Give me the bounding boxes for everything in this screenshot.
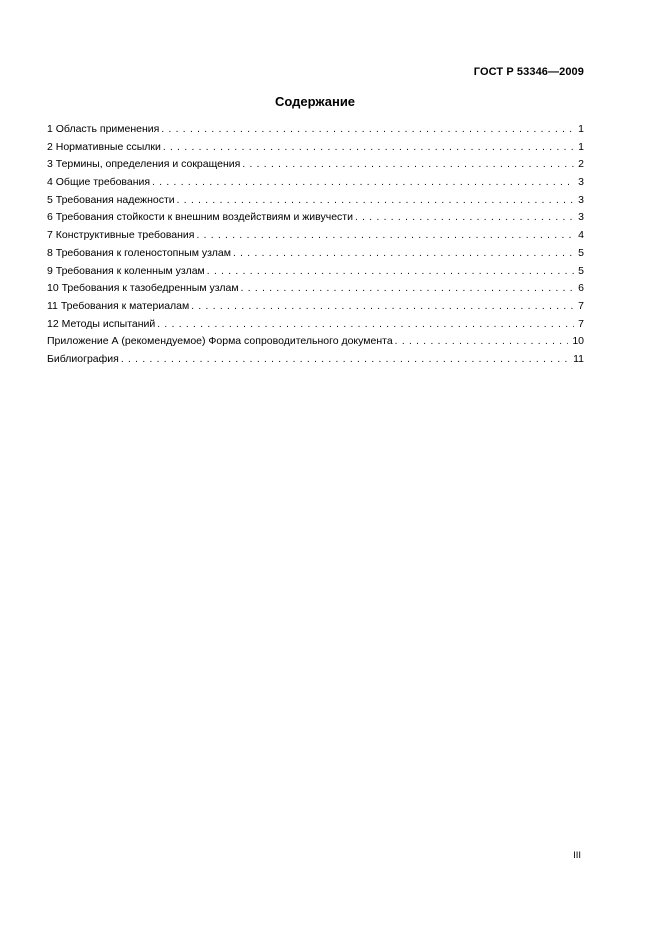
toc-entry-label: 3 Термины, определения и сокращения: [47, 158, 241, 171]
toc-leader-dots: [233, 245, 574, 263]
toc-entry-label: 1 Область применения: [47, 123, 160, 135]
toc-entry-page: 7: [578, 317, 584, 330]
toc-entry-page: 3: [578, 176, 584, 189]
toc-leader-dots: [177, 192, 575, 210]
toc-leader-dots: [191, 298, 574, 316]
toc-entry-page: 7: [578, 299, 584, 312]
document-code: ГОСТ Р 53346—2009: [473, 66, 584, 78]
toc-entry-page: 5: [578, 264, 584, 277]
toc-leader-dots: [395, 333, 569, 351]
toc-entry[interactable]: [47, 245, 584, 263]
toc-leader-dots: [355, 209, 574, 227]
toc-entry[interactable]: [47, 280, 584, 298]
toc-entry-label: 7 Конструктивные требования: [47, 229, 195, 242]
toc-entry-page: 1: [578, 140, 584, 153]
toc-entry[interactable]: [47, 351, 584, 369]
toc-entry-page: 4: [578, 229, 584, 242]
toc-entry[interactable]: [47, 263, 584, 281]
toc-leader-dots: [196, 227, 574, 245]
toc-entry-label: Приложение А (рекомендуемое) Форма сопроводительного документа: [47, 335, 393, 348]
toc-entry[interactable]: [47, 174, 584, 192]
toc-leader-dots: [152, 174, 574, 192]
toc-entry-page: 3: [578, 211, 584, 224]
toc-leader-dots: [157, 316, 574, 334]
toc-entry-page: 3: [578, 193, 584, 206]
toc-entry[interactable]: [47, 156, 584, 174]
toc-leader-dots: [207, 263, 574, 281]
toc-entry-label: Библиография: [47, 352, 119, 365]
toc-entry[interactable]: [47, 333, 584, 351]
toc-entry[interactable]: [47, 298, 584, 316]
toc-entry-page: 5: [578, 246, 584, 259]
table-of-contents: [47, 121, 584, 369]
toc-entry[interactable]: [47, 316, 584, 334]
toc-entry[interactable]: [47, 121, 584, 139]
toc-entry-label: 8 Требования к голеностопным узлам: [47, 246, 231, 259]
toc-entry-label: 5 Требования надежности: [47, 193, 175, 206]
toc-entry-label: 6 Требования стойкости к внешним воздействиям и живучести: [47, 211, 353, 224]
toc-entry-label: 10 Требования к тазобедренным узлам: [47, 282, 239, 295]
toc-leader-dots: [242, 156, 574, 174]
toc-entry-page: 6: [578, 282, 584, 295]
toc-entry-page: 10: [572, 335, 584, 348]
toc-entry[interactable]: [47, 192, 584, 210]
toc-entry-label: 4 Общие требования: [47, 176, 151, 189]
toc-leader-dots: [121, 351, 569, 369]
toc-leader-dots: [241, 280, 575, 298]
toc-entry-label: 9 Требования к коленным узлам: [47, 264, 205, 277]
toc-entry[interactable]: [47, 139, 584, 157]
page-number: III: [573, 850, 581, 861]
toc-entry-page: 1: [578, 123, 584, 135]
toc-entry[interactable]: [47, 227, 584, 245]
toc-entry-label: 12 Методы испытаний: [47, 317, 156, 330]
toc-leader-dots: [161, 121, 574, 139]
toc-leader-dots: [163, 139, 574, 157]
toc-entry[interactable]: [47, 209, 584, 227]
toc-entry-page: 11: [573, 352, 584, 365]
toc-entry-label: 2 Нормативные ссылки: [47, 140, 161, 153]
toc-entry-page: 2: [578, 158, 584, 171]
toc-entry-label: 11 Требования к материалам: [47, 299, 190, 312]
toc-title: Содержание: [274, 94, 356, 109]
